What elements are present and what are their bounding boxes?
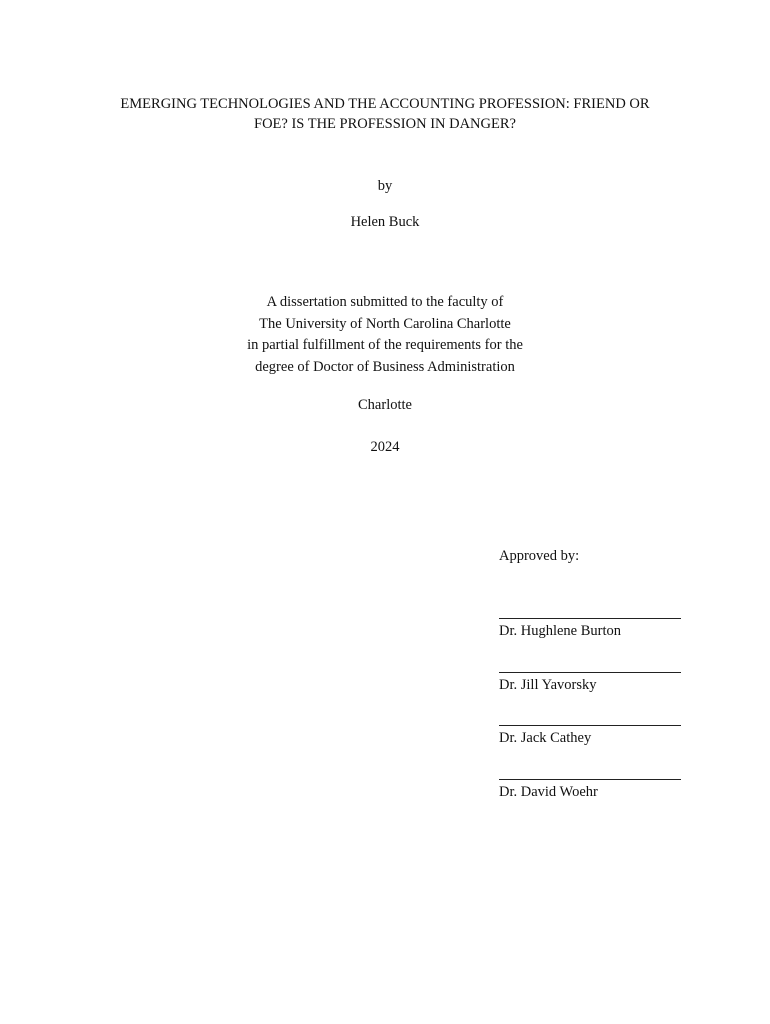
title-line-2: FOE? IS THE PROFESSION IN DANGER? xyxy=(254,116,516,132)
submission-statement xyxy=(0,292,770,378)
statement-line-4: degree of Doctor of Business Administration xyxy=(255,358,515,375)
signature-block xyxy=(499,725,681,748)
statement-line-3: in partial fulfillment of the requirements for the xyxy=(247,337,523,353)
dissertation-title xyxy=(60,94,710,134)
title-line-1: EMERGING TECHNOLOGIES AND THE ACCOUNTING PROFESSION: FRIEND OR xyxy=(120,96,650,112)
signatory-name: Dr. Jill Yavorsky xyxy=(499,677,597,693)
approved-by-label: Approved by: xyxy=(499,548,580,564)
statement-line-1: A dissertation submitted to the faculty of xyxy=(266,294,504,310)
year: 2024 xyxy=(370,439,400,455)
signature-line xyxy=(499,672,681,673)
signatory-name: Dr. Hughlene Burton xyxy=(499,623,622,639)
statement-line-2: The University of North Carolina Charlotte xyxy=(259,315,511,332)
by-label: by xyxy=(377,178,393,194)
approval-block xyxy=(499,546,681,800)
author-name: Helen Buck xyxy=(350,214,420,230)
signature-block xyxy=(499,672,681,695)
location: Charlotte xyxy=(358,397,412,413)
signature-line xyxy=(499,779,681,780)
signature-block xyxy=(499,779,681,802)
signatory-name: Dr. David Woehr xyxy=(499,784,598,800)
signature-line xyxy=(499,725,681,726)
signature-block xyxy=(499,618,681,641)
signature-line xyxy=(499,618,681,619)
signatory-name: Dr. Jack Cathey xyxy=(499,730,592,746)
